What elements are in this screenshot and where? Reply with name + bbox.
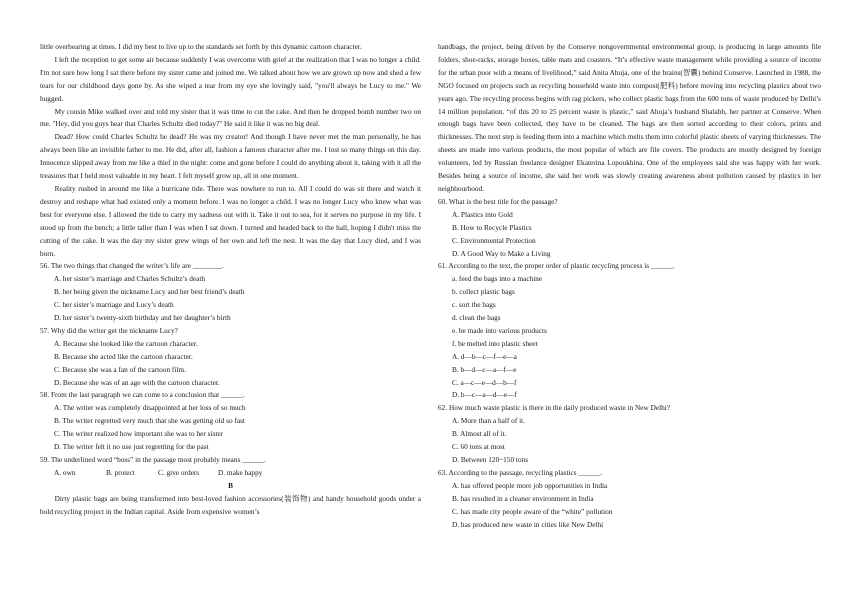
passage-a-paragraph-4: Dead? How could Charles Schultz be dead? He was my creator! And though I have never met the man personally, he has always been like an invisible father to me. He did, after all, fashion a famous character after me. I lost so many things on this day. Innocence slipped away from me like a thief in the night: come and gone before I could do anything about it, taking with it all the treasures that I held most valuable in my heart. I felt myself grow up, all in one moment.: [40, 132, 421, 181]
question-59-option-a: A. own: [54, 467, 76, 477]
question-60-option-c: C. Environmental Protection: [452, 235, 536, 245]
question-59: [40, 454, 421, 480]
question-63: [438, 467, 821, 532]
question-62-option-a: A. More than a half of it.: [452, 416, 525, 426]
left-column: [40, 41, 421, 519]
question-62-option-c: C. 60 tons at most: [452, 442, 505, 452]
passage-b-paragraph-start: Dirty plastic bags are being transformed into best-loved fashion accessories(装饰物) and handy household goods under a bold recycling project in the Indian capital. Aside from expensive women’s: [40, 493, 421, 516]
question-56-stem: 56. The two things that changed the writer’s life are ________.: [40, 261, 224, 271]
question-58-option-a: A. The writer was completely disappointed at her loss of so much: [54, 403, 246, 413]
question-61-stem: 61. According to the text, the proper order of plastic recycling process is ______.: [438, 261, 675, 271]
question-57-stem: 57. Why did the writer get the nickname Lucy?: [40, 325, 178, 335]
question-56-option-b: B. her being given the nickname Lucy and her best friend’s death: [54, 287, 245, 297]
question-60-option-d: D. A Good Way to Make a Living: [452, 248, 551, 258]
question-62: [438, 402, 821, 467]
question-58-option-c: C. The writer realized how important she was to her sister: [54, 429, 224, 439]
question-58-option-d: D. The writer felt it no use just regretting for the past: [54, 442, 209, 452]
question-61-option-b: B. b—d—c—a—f—e: [452, 364, 517, 374]
question-61-option-a: A. d—b—c—f—e—a: [452, 351, 517, 361]
passage-a-paragraph-5: Reality rushed in around me like a hurricane tide. There was nowhere to run to. All I could do was sit there and watch it destroy and reshape what had existed only a moment before. I was no longer a child. I was no longer Lucy who knew what was best for everyone else. I allowed the tide to carry my sadness out with it. Take it out to sea, for it serves no purpose in my life. I stood up from the bench; a little taller than I was when I sat down. I turned and headed back to the hall, hoping I didn't miss the cutting of the cake. It was the day my sister grew wings of her own and left the nest. It was the day that Lucy died, and I was born.: [40, 183, 421, 258]
question-61-step-c: c. sort the bags: [452, 300, 496, 310]
question-63-option-c: C. has made city people aware of the “white” pollution: [452, 506, 613, 516]
question-62-stem: 62. How much waste plastic is there in the daily produced waste in New Delhi?: [438, 403, 671, 413]
question-58-stem: 58. From the last paragraph we can come to a conclusion that ______.: [40, 390, 245, 400]
passage-a-paragraph-3: My cousin Mike walked over and told my sister that it was time to cut the cake. And then he dropped bomb number two on me. "Hey, did you guys hear that Charles Schultz died today?" He said it like it was no big deal.: [40, 106, 421, 129]
question-63-option-b: B. has resulted in a cleaner environment in India: [452, 493, 594, 503]
question-59-option-d: D. make happy: [218, 467, 263, 477]
question-57: [40, 325, 421, 390]
question-60: [438, 196, 821, 261]
question-59-options: [40, 467, 421, 480]
question-61-step-a: a. feed the bags into a machine: [452, 274, 543, 284]
question-63-stem: 63. According to the passage, recycling plastics ______.: [438, 467, 603, 477]
question-61-step-e: e. be made into various products: [452, 325, 547, 335]
section-b-heading: B: [228, 480, 233, 490]
question-61-option-c: C. a—c—e—d—b—f: [452, 377, 517, 387]
question-57-option-a: A. Because she looked like the cartoon character.: [54, 338, 198, 348]
question-57-option-c: C. Because she was a fan of the cartoon film.: [54, 364, 186, 374]
passage-a-paragraph-1: little overbearing at times. I did my best to live up to the standards set forth by this dynamic cartoon character.: [40, 42, 362, 51]
passage-b-paragraph-continued: handbags, the project, being driven by the Conserve nongovernmental environmental group, is producing in large amounts file folders, shoe-racks, storage boxes, table mats and coasters. “It’s effective waste management while providing a source of income for the urban poor with a means of livelihood,” said Anita Ahuja, one of the brains(智囊) behind Conserve. Launched in 1988, the NGO focused on projects such as recycling household waste into compost(肥料) before moving into recycling plastics about two years ago. The recycling process begins with rag pickers, who collect plastic bags from the 600 tons of waste produced by Delhi’s 14 million population. “of this 20 to 25 percent waste is plastic,” said Ahuja’s husband Shalabh, her partner at Conserve. When enough bags have been collected, they have to be cleaned. The bags are then sorted according to their colors, prints and thicknesses. The next step is feeding them into a machine which melts them into colorful plastic sheets of varying thicknesses. The sheets are made into various products, the most popular of which are file covers. The products are mostly designed by foreign volunteers, led by Russian freelance designer Ekaterina Lopoukhina. One of the employees said she was happy with her work. Besides being a source of income, she said her work was slowly creating awareness about pollution caused by plastics in her neighbourhood.: [438, 42, 821, 193]
question-56-option-a: A. her sister’s marriage and Charles Schultz’s death: [54, 274, 206, 284]
question-56-option-c: C. her sister’s marriage and Lucy’s death: [54, 300, 174, 310]
question-63-option-d: D. has produced new waste in cities like New Delhi: [452, 519, 604, 529]
passage-a-paragraph-2: I left the reception to get some air because suddenly I was overcome with grief at the realization that I was no longer a child. I'm not sure how long I sat there before my sister came and joined me. We talked about how we are grown up now and shed a few tears for our childhood days gone by. As she wiped a tear from my eye she lovingly said, "you'll always be Lucy to me." We hugged.: [40, 54, 421, 103]
right-column: [438, 41, 821, 531]
question-61-option-d: D. b—c—a—d—e—f: [452, 390, 517, 400]
question-58: [40, 389, 421, 454]
question-61: [438, 260, 821, 402]
question-60-stem: 60. What is the best title for the passage?: [438, 196, 558, 206]
question-60-option-b: B. How to Recycle Plastics: [452, 222, 532, 232]
question-58-option-b: B. The writer regretted very much that she was getting old so fast: [54, 416, 245, 426]
question-59-option-b: B. protect: [106, 467, 135, 477]
question-59-stem: 59. The underlined word “boss” in the passage most probably means ______.: [40, 455, 266, 464]
question-56-option-d: D. her sister’s twenty-sixth birthday and her daughter’s birth: [54, 313, 231, 323]
question-63-option-a: A. has offered people more job opportunities in India: [452, 480, 608, 490]
question-61-step-d: d. clean the bags: [452, 313, 501, 323]
question-57-option-d: D. Because she was of an age with the cartoon character.: [54, 377, 220, 387]
question-61-step-f: f. be melted into plastic sheet: [452, 338, 538, 348]
question-56: [40, 260, 421, 325]
question-62-option-d: D. Between 120~150 tons: [452, 455, 529, 464]
question-62-option-b: B. Almost all of it.: [452, 429, 507, 439]
question-60-option-a: A. Plastics into Gold: [452, 209, 513, 219]
question-61-step-b: b. collect plastic bags: [452, 287, 515, 297]
question-59-option-c: C. give orders: [158, 467, 200, 477]
question-57-option-b: B. Because she acted like the cartoon character.: [54, 351, 193, 361]
